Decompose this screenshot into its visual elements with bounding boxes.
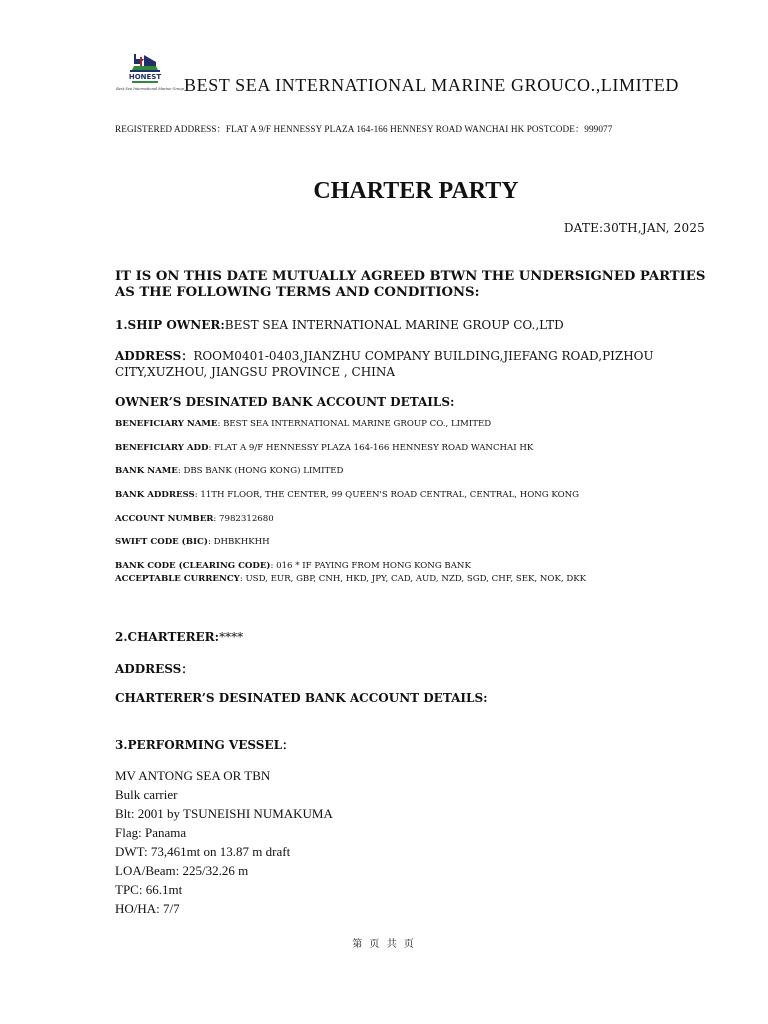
vessel-detail-line: Bulk carrier — [115, 787, 178, 802]
vessel-detail-line: DWT: 73,461mt on 13.87 m draft — [115, 844, 291, 859]
vessel-heading: 3.PERFORMING VESSEL： — [115, 738, 295, 752]
bank-detail-row — [115, 537, 270, 547]
ship-owner-line — [115, 318, 564, 332]
bank-detail-value: : FLAT A 9/F HENNESSY PLAZA 164-166 HENNESY ROAD WANCHAI HK — [208, 443, 534, 453]
vessel-detail-line: Blt: 2001 by TSUNEISHI NUMAKUMA — [115, 806, 333, 821]
bank-detail-key: BENEFICIARY ADD — [115, 443, 209, 453]
bank-detail-key: BANK ADDRESS — [115, 490, 195, 500]
page-title: CHARTER PARTY — [313, 178, 519, 204]
document-date: DATE:30TH,JAN, 2025 — [563, 221, 705, 235]
bank-detail-key: ACCOUNT NUMBER — [115, 514, 214, 524]
bank-detail-key: BANK NAME — [115, 466, 178, 476]
charterer-value: **** — [219, 630, 244, 644]
bank-detail-value: : DHBKHKHH — [207, 537, 270, 547]
logo-tagline: Best Sea International Marine Group — [116, 87, 184, 91]
bank-detail-key: BENEFICIARY NAME — [115, 419, 218, 429]
bank-detail-row — [115, 514, 274, 524]
company-logo — [114, 52, 186, 94]
vessel-detail-line: MV ANTONG SEA OR TBN — [115, 768, 271, 783]
bank-detail-value: : DBS BANK (HONG KONG) LIMITED — [177, 466, 344, 476]
bank-detail-key: SWIFT CODE (BIC) — [115, 537, 208, 547]
charterer-address-label: ADDRESS： — [115, 662, 194, 676]
bank-detail-value: : 7982312680 — [213, 514, 274, 524]
vessel-detail-line: TPC: 66.1mt — [115, 882, 183, 897]
vessel-detail-line: Flag: Panama — [115, 825, 187, 840]
bank-detail-value: : BEST SEA INTERNATIONAL MARINE GROUP CO., LIMITED — [217, 419, 492, 429]
page-number-footer: 第 页 共 页 — [352, 939, 416, 950]
bank-detail-value: : 016 * IF PAYING FROM HONG KONG BANK — [270, 561, 471, 571]
charterer-bank-heading: CHARTERER’S DESINATED BANK ACCOUNT DETAILS: — [115, 691, 488, 705]
bank-detail-value: : USD, EUR, GBP, CNH, HKD, JPY, CAD, AUD, NZD, SGD, CHF, SEK, NOK, DKK — [239, 574, 587, 584]
charterer-label: 2.CHARTERER: — [115, 630, 220, 644]
bank-detail-value: : 11TH FLOOR, THE CENTER, 99 QUEEN'S ROAD CENTRAL, CENTRAL, HONG KONG — [194, 490, 580, 500]
logo-icon — [114, 52, 186, 94]
charterer-line — [115, 630, 243, 644]
logo-wordmark: HONEST — [128, 73, 162, 81]
owner-address-label: ADDRESS： — [115, 349, 194, 363]
intro-statement: IT IS ON THIS DATE MUTUALLY AGREED BTWN THE UNDERSIGNED PARTIES AS THE FOLLOWING TERMS AND CONDITIONS: — [115, 269, 706, 300]
registered-address: REGISTERED ADDRESS：FLAT A 9/F HENNESSY PLAZA 164-166 HENNESY ROAD WANCHAI HK POSTCODE：999077 — [115, 124, 613, 134]
bank-detail-row — [115, 490, 579, 500]
ship-owner-value: BEST SEA INTERNATIONAL MARINE GROUP CO.,LTD — [224, 318, 564, 332]
bank-detail-row — [115, 419, 491, 429]
bank-detail-key: ACCEPTABLE CURRENCY — [115, 574, 240, 584]
ship-owner-label: 1.SHIP OWNER: — [115, 318, 225, 332]
bank-detail-key: BANK CODE (CLEARING CODE) — [115, 561, 271, 571]
bank-detail-row — [115, 443, 533, 453]
bank-detail-row — [115, 574, 586, 584]
vessel-detail-line: LOA/Beam: 225/32.26 m — [115, 863, 249, 878]
vessel-detail-line: HO/HA: 7/7 — [115, 901, 180, 916]
owner-address-value: ROOM0401-0403,JIANZHU COMPANY BUILDING,JIEFANG ROAD,PIZHOU CITY,XUZHOU, JIANGSU PROVINCE , CHINA — [115, 349, 654, 379]
bank-detail-row — [115, 466, 343, 476]
bank-detail-row — [115, 561, 471, 571]
ship-owner-address — [115, 348, 715, 380]
company-name: BEST SEA INTERNATIONAL MARINE GROUCO.,LIMITED — [184, 75, 679, 95]
owner-bank-heading: OWNER’S DESINATED BANK ACCOUNT DETAILS: — [115, 395, 455, 409]
